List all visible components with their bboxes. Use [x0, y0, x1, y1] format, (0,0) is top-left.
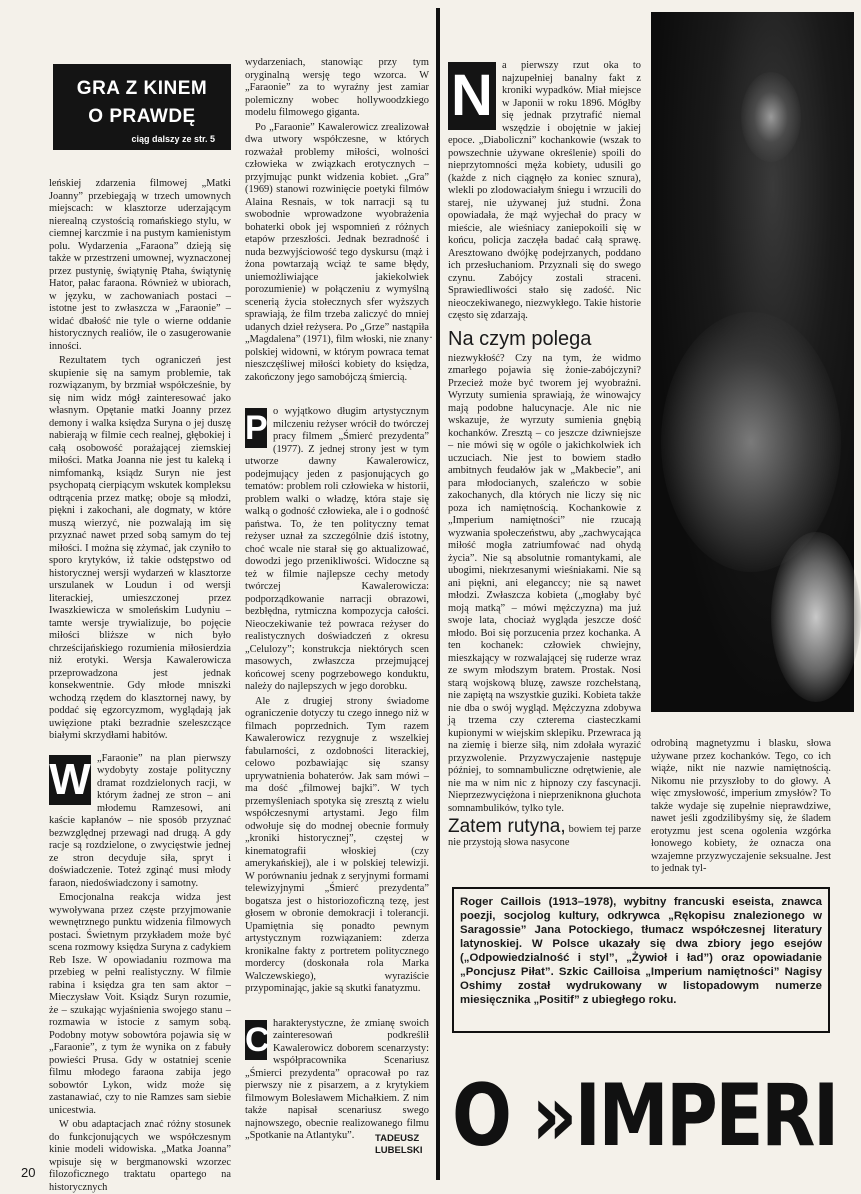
col3-paragraph-tail: bowiem tej parze nie przystoją słowa nasycone [448, 824, 641, 848]
dropcap-n: N [448, 62, 496, 130]
page-number: 20 [21, 1165, 36, 1180]
col1-paragraph: Emocjonalna reakcja widza jest wywoływana przez częste przyjmowanie wewnętrznego punktu widzenia filmowych postaci. Świetnym przykładem może być scena rozmowy księdza Suryna z cadykiem Reb Isze. W opowiadaniu rozmowa ma przebieg w pełni realistyczny. W filmie rabina i księdza gra ten sam aktor – Mieczysław Voit. Ksiądz Suryn rozumie, że – szukając wyjaśnienia swojego stanu – rozmawia w istocie z samym sobą. Podobny motyw sobowtóra pojawia się w „Faraonie”, z tym że wynika on z fabuły powieści Prusa. Gdy w ostatniej scenie filmu młodego faraona zabija jego sobowtór Lykon, widz może się zastanawiać, czy to nie Ramzes sam siebie unicestwia. [49, 892, 231, 1116]
author-byline [375, 1133, 429, 1157]
author-first-name: TADEUSZ [375, 1133, 420, 1144]
col2-paragraph: Ale z drugiej strony świadome ograniczenie dotyczy tu czego innego niż w filmach poprzednich. Tym razem Kawalerowicz rezygnuje z wszelkiej fabularności, z ozdobności literackiej, celowo pozbawiając się szansy uprywatnienia bohaterów. Jak sam mówi – ma dość „filmowej bajki”. W tych przemyśleniach spotyka się zresztą z wielu współczesnymi artystami. Jego film odwołuje się do modnej obecnie formuły „kroniki historycznej”, częstej w kinematografii włoskiej (czy amerykańskiej), ale i w polskiej telewizji. W porównaniu jednak z seryjnymi formami telewizyjnymi „Śmierć prezydenta” bogatsza jest o historiozoficzną tezę, jest głosem w obronie demokracji i tolerancji. Upamiętnia się ponadto pewnym artystycznym rozwiązaniem: zderza kronikalne fakty z portretem politycznego mordercy (doskonała rola Marka Walczewskiego), wyraziście przypominając, jakie są skutki fanatyzmu. [245, 695, 429, 994]
author-last-name: LUBELSKI [375, 1145, 423, 1156]
ornament-dot: · [429, 330, 433, 344]
col2-paragraph: Po „Faraonie” Kawalerowicz zrealizował dwa utwory współczesne, w których rozważał problemy miłości, wolności człowieka w związkach erotycznych – przyjmując punkt widzenia kobiet. „Gra” (1969) stanowi rozwinięcie poetyki filmów Alaina Resnais, w tok narracji są tu swobodnie wprowadzone wyobrażenia bohaterki obok jej wspomnień z różnych etapów przeszłości. Jednak bezradność i nuda bezwyjściowość tego dyskursu (mąż i żona powtarzają wciąż te same błędy, uniemożliwiające jakiekolwiek porozumienie) w połączeniu z wymyślną scenerią życia stołecznych sfer wyższych sprawiają, że film trzeba zaliczyć do mniej udanych dzieł reżysera. Po „Grze” nastąpiła „Magdalena” (1971), film włoski, nie znany polskiej widowni, w którym powraca temat nieszczęśliwej miłości kobiety do księdza, zakończony jego samobójczą śmiercią. [245, 121, 429, 383]
dropcap-p: P [245, 409, 268, 447]
col1-paragraph: Rezultatem tych ograniczeń jest skupienie się na samym problemie, tak rozwiązanym, by brzmiał współcześnie, by się nim widz mógł zainteresować jako własnym. Opętanie matki Joanny przez demony i walka księdza Suryna o jej duszę nabierają w filmie cech realnej, głębokiej i całą osobowość porażającej ziemskiej miłości. Matka Joanna nie jest tu kaleką i nimfomanką, ksiądz Suryn nie jest psychopatą cierpiącym wskutek kompleksu odtrącenia przez matkę; oboje są młodzi, piękni i zakochani, ale dogmaty, w które muszą wierzyć, nie pozwalają im się przyznać nawet przed sobą samym do tej miłości. I można się zżymać, jak czyniło to sporo krytyków, iż takie odstępstwo od historycznej wersji wydarzeń w klasztorze urszulanek w Loudun i od wersji literackiej, umieszczonej przez Iwaszkiewicza w smoleńskim Ludyniu – tamte wersje trywializuje, bo pojęcie miłości bliższe w nich było chrześcijańskiego rozumienia miłosierdzia niż erotyki. Wersja Kawalerowicza przeprowadzona jest jednak konsekwentnie. Gdy młode mniszki wchodzą rzędem do klasztornej nawy, by poddać się egzorcyzmom, wyglądają jak uwięzione ptaki bezradnie szeleszczące białymi skrzydłami habitów. [49, 355, 231, 741]
col4-paragraph: odrobiną magnetyzmu i blasku, słowa używane przez kochanków. Tego, co ich wiąże, nikt nie nazwie namiętnością. Nikomu nie przyszłoby to do głowy. A więc zmysłowość, imperium zmysłów? To także wydaje się zupełnie nieprawdziwe, nawet jeśli zgodzilibyśmy się, że śladem erotyzmu jest scena ogolenia wzgórka łonowego kobiety, że oznacza ona wzajemne przyzwyczajenie seksualne. Jest to jednak tyl- [651, 738, 831, 874]
film-still-photo [651, 12, 854, 712]
column-1 [49, 178, 231, 1193]
big-headline: O »IMPERI [452, 1066, 837, 1166]
column-4 [651, 738, 831, 878]
subhead-na-czym-polega: Na czym polega [448, 327, 592, 350]
col3-paragraph: a pierwszy rzut oka to najzupełniej banalny fakt z kroniki wypadków. Miał miejsce w Japonii w roku 1896. Mógłby się jednak przytrafić niemal wszędzie i obojętnie w jakiej epoce. „Diaboliczni” kochankowie (wszak to powszechnie używane określenie) spoili do nieprzytomności męża kobiety, udusili go (każde z nich ciągnęło za koniec sznura), wlekli po zlodowaciałym śniegu i wrzucili do starej, nie używanej już studni. Żona opowiadała, że mąż wyjechał do pracy w mieście, ale wieśniacy zaniepokoili się w końcu, policja zaczęła badać całą sprawę. Aresztowano dwójkę podejrzanych, poddano ich przesłuchaniom. Przyznali się do swego czynu. Zabójcy zostali straceni. Sprawiedliwości stało się zadość. Nic nieoczekiwanego, niezwykłego. Takie historie często się zdarzają. [448, 60, 641, 321]
article-title-line1: GRA Z KINEM [76, 78, 208, 99]
author-bio-box [452, 887, 830, 1033]
col2-paragraph: o wyjątkowo długim artystycznym milczeniu reżyser wrócił do twórczej pracy filmem „Śmierć prezydenta” (1977). Z jednej strony jest w tym utworze dawny Kawalerowicz, podejmujący jeden z pasjonujących go tematów: problem roli człowieka w historii, problem walki o władzę, która staje się walką o godność człowieka, ale i o godność państwa. To, że ten polityczny temat reżyser uznał za szczególnie dziś istotny, choć wcale nie starał się go aktualizować, dowodzi jego przenikliwości. Widoczne są też w filmie najlepsze cechy metody twórczej Kawalerowicza: podporządkowanie narracji obrazowi, bezbłędna, rytmiczna kompozycja całości. Nieoczekiwanie też powraca reżyser do realistycznych doświadczeń z okresu „Celulozy”; konstrukcja niektórych scen masowych, zwłaszcza przejmującej końcowej sceny pogrzebowego konduktu, należy do najlepszych w jego dorobku. [245, 406, 429, 692]
subhead-zatem-rutyna: Zatem rutyna, [448, 816, 566, 837]
column-divider-rule [436, 8, 440, 1180]
article-title-box [53, 64, 231, 150]
col2-paragraph: harakterystyczne, że zmianę swoich zainteresowań podkreślił Kawalerowicz doborem scenarzysty: współpracownika Scenariusz „Śmierci prezydenta” opracował po raz pierwszy nie z pisarzem, a z krytykiem filmowym Bolesławem Michałkiem. Z nim także napisał scenariusz swego najnowszego, obecnie realizowanego filmu „Spotkanie na Atlantyku”. [245, 1017, 429, 1141]
col3-paragraph: niezwykłość? Czy na tym, że widmo zmarłego pojawia się żonie-zabójczyni? Przecież może być tworem jej wyobraźni. Wyrzuty sumienia sprawiają, że winowajcy mają podobne halucynacje. Ale nic nie wskazuje, że wyrzuty sumienia gnębią kochanków. Zresztą – co jeszcze dziwniejsze – nie mówi się w ogóle o jakichkolwiek ich uczuciach. Nie jest to bowiem stadło ambitnych feudałów jak w „Makbecie”, ani para młodocianych, szaleńczo w sobie zakochanych, dla których nie liczy się nic poza ich namiętnością. Kochankowie z „Imperium namiętności” nie rzucają wyzwania społeczeństwu, aby „zachwycająca miłość mogła zatriumfować nad ohydą życia”. Nie są absolutnie romantykami, ale ubogimi, niekrzesanymi wieśniakami. Nie są ani piękni, ani eleganccy; nie są nawet młodzi. Zwłaszcza kobieta („mogłaby być moją matką” – mówi mężczyzna) ma już swoje lata, chociaż wygląda jeszcze dość młodo. Boi się porzucenia przez kochanka. A ten kochanek: człowiek chwiejny, mieszkający w rozwalającej się ruderze wraz ze swym młodszym bratem. Prostak. Nosi starą wojskową bluzę, zawsze rozchełstaną, nie zapiętą na wszystkie guziki. Kobieta także nie dba o swój wygląd. Mężczyzna zdobywa ją trzema czy czterema ciasteczkami kupionymi w wiejskim sklepiku. Przewraca ją na ziemię i bierze siłą, nim zdołała wyrazić przyzwolenie. Przyzwyczajenie następuje później, to somnambuliczne odrętwienie, ale nie ma w nim nic z hipnozy czy fascynacji. Nieprzezwyciężona i nieprzeniknona głuchota somnambulików, tylko tyle. [448, 352, 641, 814]
photo-highlight [741, 72, 801, 162]
column-3 [448, 60, 641, 880]
col2-paragraph: wydarzeniach, stanowiąc przy tym oryginalną wersję tego wzorca. W „Faraonie” za to wyraźny jest zamiar polemiczny wobec hollywoodzkiego modelu filmowego giganta. [245, 57, 429, 118]
photo-highlight [771, 532, 861, 702]
col1-paragraph: „Faraonie” na plan pierwszy wydobyty zostaje polityczny dramat rozdzielonych racji, w którym żadnej ze stron – ani młodemu Ramzesowi, ani kaście kapłanów – nie sposób przyznać bezwzględnej przewagi nad drugą. A gdy racje są rozdzielone, o zwycięstwie jednej ze stron decyduje siła, spryt i doświadczenie. Toteż zginąć musi młody faraon, niedoświadczony i samotny. [49, 752, 231, 889]
bio-text: Roger Caillois (1913–1978), wybitny francuski eseista, znawca poezji, socjolog kultury, odkrywca „Rękopisu znalezionego w Saragossie” Jana Potockiego, tłumacz współczesnej literatury latynoskiej. W Polsce ukazały się dwa zbiory jego esejów („Odpowiedzialność i styl”, „Żywioł i ład”) oraz opowiadanie „Poncjusz Piłat”. Szkic Cailloisa „Imperium namiętności” Nagisy Oshimy został wydrukowany w listopadowym numerze miesięcznika „Positif” z ubiegłego roku. [460, 896, 822, 1006]
col1-paragraph: leńskiej zdarzenia filmowej „Matki Joanny” przebiegają w trzech umownych miejscach: w klasztorze uderzającym nierealną czystością romańskiego stylu, w ciemnej karczmie i na pustym kamienistym polu. Wydarzenia „Faraona” dzieją się także w przestrzeni umownej, wyznaczonej przez pustynię, świątynię Ptaha, świątynię Hator, pałac faraona. Również w ubiorach, w języku, w zachowaniach postaci – istotne jest to zwłaszcza w „Faraonie” – widać dbałość nie tyle o wierne oddanie historycznych realiów, ile o zasugerowanie inności. [49, 178, 231, 352]
dropcap-w: W [49, 754, 91, 804]
col1-paragraph: W obu adaptacjach znać różny stosunek do funkcjonujących we współczesnym kinie modeli widowiska. „Matka Joanna” wpisuje się w bergmanowski wzorzec filozoficznego traktatu opartego na historycznych [49, 1119, 231, 1193]
continued-note: ciąg dalszy ze str. 5 [131, 134, 215, 144]
article-title-line2: O PRAWDĘ [88, 106, 196, 127]
dropcap-c: C [245, 1020, 270, 1059]
